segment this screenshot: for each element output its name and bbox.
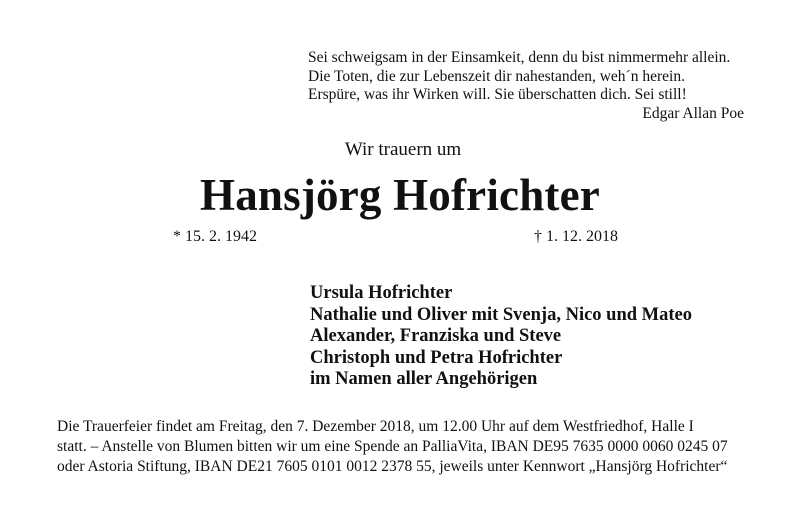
poem-author: Edgar Allan Poe	[642, 104, 744, 122]
mourners-list	[310, 283, 770, 391]
mourner-line: Ursula Hofrichter	[310, 283, 453, 303]
mourning-intro: Wir trauern um	[344, 139, 462, 160]
poem-line: Erspüre, was ihr Wirken will. Sie überschatten dich. Sei still!	[308, 86, 687, 103]
mourner-line: Alexander, Franziska und Steve	[310, 326, 562, 346]
notice-line: statt. – Anstelle von Blumen bitten wir um eine Spende an PalliaVita, IBAN DE95 7635 0000 0060 0245 07	[57, 438, 728, 455]
poem-line: Sei schweigsam in der Einsamkeit, denn du bist nimmermehr allein.	[308, 49, 731, 66]
deceased-name: Hansjörg Hofrichter	[200, 170, 600, 220]
mourner-line: Christoph und Petra Hofrichter	[310, 347, 563, 368]
mourner-line: Nathalie und Oliver mit Svenja, Nico und Mateo	[310, 304, 692, 325]
poem-line: Die Toten, die zur Lebenszeit dir nahestanden, weh´n herein.	[308, 67, 685, 85]
birth-date: * 15. 2. 1942	[173, 228, 257, 245]
mourner-line: im Namen aller Angehörigen	[310, 369, 538, 389]
epigraph-poem	[308, 49, 744, 123]
funeral-notice	[57, 417, 743, 477]
death-date: † 1. 12. 2018	[534, 228, 618, 245]
notice-line: Die Trauerfeier findet am Freitag, den 7. Dezember 2018, um 12.00 Uhr auf dem Westfriedhof, Halle I	[57, 418, 694, 435]
notice-line: oder Astoria Stiftung, IBAN DE21 7605 0101 0012 2378 55, jeweils unter Kennwort „Hansjörg Hofrichter“	[57, 458, 728, 475]
